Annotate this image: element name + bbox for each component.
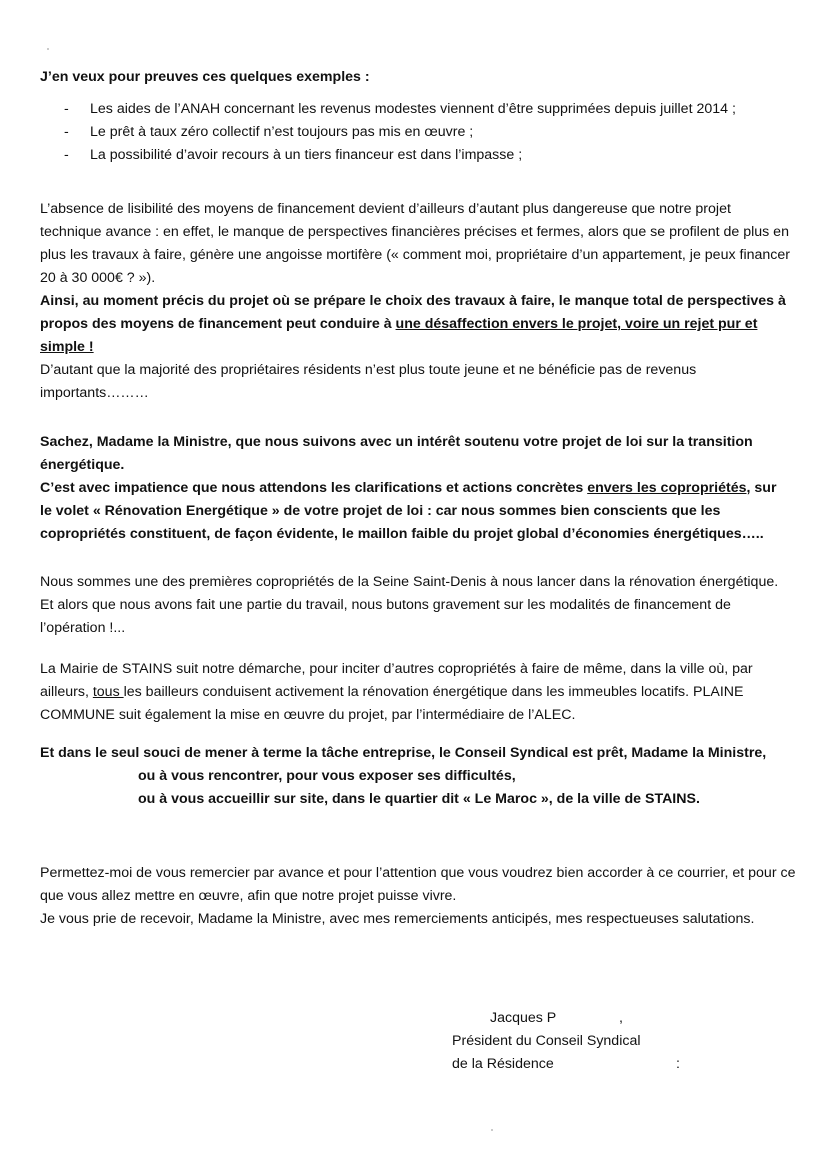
dash-marker: - [64, 147, 69, 163]
paragraph-closing [40, 862, 805, 931]
paragraph-8-line-1: Et dans le seul souci de mener à terme la tâche entreprise, le Conseil Syndical est prêt, Madame la Ministre, [40, 745, 767, 761]
paragraph-7-underlined: tous [92, 684, 124, 700]
paragraph-3: D’autant que la majorité des propriétaires résidents n’est plus toute jeune et ne bénéficie pas de revenus importants……… [40, 362, 697, 401]
paragraph-8 [40, 742, 810, 811]
paragraph-10: Je vous prie de recevoir, Madame la Ministre, avec mes remerciements anticipés, mes respectueuses salutations. [40, 911, 755, 927]
list-item: - La possibilité d’avoir recours à un tiers financeur est dans l’impasse ; [40, 144, 800, 167]
scan-speck [47, 48, 49, 50]
signature-title: Président du Conseil Syndical [452, 1033, 641, 1049]
paragraph-2-underlined: une désaffection envers le projet, voire un rejet pur et simple ! [40, 316, 758, 355]
examples-list [40, 98, 800, 167]
signature-name: Jacques P , [490, 1010, 624, 1026]
list-item: - Les aides de l’ANAH concernant les revenus modestes viennent d’être supprimées depuis juillet 2014 ; [40, 98, 800, 121]
paragraph-4: Sachez, Madame la Ministre, que nous suivons avec un intérêt soutenu votre projet de loi sur la transition énergétique. [40, 434, 753, 473]
paragraph-minister [40, 431, 792, 546]
paragraph-8-line-3: ou à vous accueillir sur site, dans le quartier dit « Le Maroc », de la ville de STAINS. [138, 791, 700, 807]
signature-block [452, 1007, 772, 1076]
intro-heading: J’en veux pour preuves ces quelques exemples : [40, 69, 370, 85]
paragraph-5a: C’est avec impatience que nous attendons les clarifications et actions concrètes [40, 480, 588, 496]
list-item: - Le prêt à taux zéro collectif n’est toujours pas mis en œuvre ; [40, 121, 800, 144]
signature-residence: de la Résidence : [452, 1056, 680, 1072]
paragraph-7: La Mairie de STAINS suit notre démarche, pour inciter d’autres copropriétés à faire de même, dans la ville où, par ailleurs, tous les bailleurs conduisent activement la rénovation énergétique dans les immeubles locatifs. PLAINE COMMUNE suit également la mise en œuvre du projet, par l’intermédiaire de l’ALEC. [40, 661, 753, 723]
paragraph-5-underlined: envers les copropriétés [587, 480, 747, 496]
paragraph-6: Nous sommes une des premières copropriétés de la Seine Saint-Denis à nous lancer dans la rénovation énergétique. Et alors que nous avons fait une partie du travail, nous butons gravement sur les modalités de financement de l’opération !... [40, 574, 779, 636]
paragraph-2-bold: Ainsi, au moment précis du projet où se prépare le choix des travaux à faire, le manque total de perspectives à propos des moyens de financement peut conduire à [40, 293, 786, 332]
paragraph-5b: , sur le volet « Rénovation Energétique » de votre projet de loi : car nous sommes bien conscients que les copropriétés constituent, de façon évidente, le maillon faible du projet global d’économies énergétiques….. [40, 480, 777, 542]
dash-marker: - [64, 101, 69, 117]
paragraph-financing [40, 198, 792, 405]
scan-speck [491, 1129, 493, 1131]
paragraph-9: Permettez-moi de vous remercier par avance et pour l’attention que vous voudrez bien accorder à ce courrier, et pour ce que vous allez mettre en œuvre, afin que notre projet puisse vivre. [40, 865, 796, 904]
paragraph-8-line-2: ou à vous rencontrer, pour vous exposer ses difficultés, [138, 768, 516, 784]
dash-marker: - [64, 124, 69, 140]
paragraph-1: L’absence de lisibilité des moyens de financement devient d’ailleurs d’autant plus dangereuse que notre projet technique avance : en effet, le manque de perspectives financières précises et fermes, alors que se profilent de plus en plus les travaux à faire, génère une angoisse mortifère (« comment moi, propriétaire d’un appartement, je peux financer 20 à 30 000€ ? »). [40, 201, 790, 286]
